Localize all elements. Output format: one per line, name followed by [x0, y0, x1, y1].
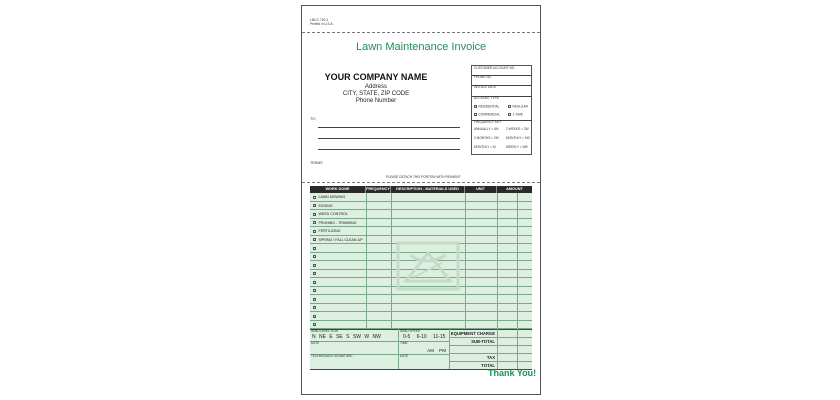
- table-row[interactable]: [310, 304, 532, 313]
- direction-option[interactable]: S: [346, 334, 350, 340]
- account-box: [471, 65, 532, 155]
- speed-6-10[interactable]: 6-10: [416, 334, 427, 340]
- invoice-title: Lawn Maintenance Invoice: [356, 41, 487, 53]
- totals-row-line: [449, 337, 532, 338]
- pm-option[interactable]: PM: [439, 348, 447, 353]
- checkbox-icon[interactable]: [313, 247, 316, 250]
- work-table: [310, 186, 532, 373]
- work-item[interactable]: [313, 202, 333, 211]
- wind-direction-options: [312, 334, 384, 340]
- freq-annually: ANNUALLY = AN: [474, 127, 499, 131]
- account-type-label: ACCOUNT TYPE: [474, 96, 499, 100]
- col-header-work-done: WORK DONE: [310, 186, 366, 193]
- table-row[interactable]: [310, 312, 532, 321]
- bottom-col-line: [398, 329, 399, 369]
- totals-label: SUB-TOTAL: [471, 339, 495, 344]
- checkbox-icon[interactable]: [313, 255, 316, 258]
- to-line-3[interactable]: [318, 149, 460, 150]
- checkbox-icon[interactable]: [313, 323, 316, 326]
- direction-option[interactable]: SW: [352, 334, 361, 340]
- frequency-key-label: FREQUENCY KEY: [474, 120, 502, 124]
- to-line-2[interactable]: [318, 138, 460, 139]
- work-item[interactable]: [313, 219, 356, 228]
- checkbox-icon[interactable]: [474, 105, 477, 108]
- col-header-amount: AMOUNT: [497, 186, 532, 193]
- table-row[interactable]: [310, 321, 532, 330]
- speed-0-5[interactable]: 0-5: [403, 334, 411, 340]
- work-item-label: PRUNING - TRIMMING: [318, 220, 357, 225]
- perforation-middle: [302, 182, 540, 183]
- terms-label: TERMS: [310, 161, 323, 165]
- type-residential[interactable]: RESIDENTIAL: [474, 105, 499, 109]
- work-item[interactable]: [313, 295, 318, 304]
- direction-option[interactable]: NW: [372, 334, 381, 340]
- type-one-time[interactable]: 1-TIME: [508, 113, 523, 117]
- table-row[interactable]: [310, 193, 532, 202]
- work-item[interactable]: [313, 287, 318, 296]
- to-line-1[interactable]: [318, 127, 460, 128]
- work-item-label: SPRING / FALL CLEAN-UP: [318, 237, 363, 242]
- thank-you: Thank You!: [488, 368, 537, 378]
- wind-speed-options: [403, 334, 445, 340]
- col-header-description: DESCRIPTION - MATERIALS USED: [391, 186, 465, 193]
- checkbox-icon[interactable]: [313, 196, 316, 199]
- table-row[interactable]: [310, 295, 532, 304]
- col-line: [391, 193, 392, 329]
- freq-2-months: 2 MONTHS = 2M: [474, 136, 499, 140]
- type-commercial[interactable]: COMMERCIAL: [474, 113, 500, 117]
- work-item[interactable]: [313, 193, 345, 202]
- checkbox-icon[interactable]: [313, 281, 316, 284]
- checkbox-icon[interactable]: [313, 315, 316, 318]
- totals-label: TOTAL: [481, 363, 495, 368]
- checkbox-icon[interactable]: [313, 264, 316, 267]
- form-code: LMCC 720-3: [310, 18, 329, 22]
- technician-signature-label: TECHNICIAN'S SIGNATURE: [311, 354, 353, 358]
- checkbox-icon[interactable]: [313, 298, 316, 301]
- totals-col-line: [517, 329, 518, 369]
- freq-monthly: MONTHLY = MO: [506, 136, 531, 140]
- work-item[interactable]: [313, 278, 318, 287]
- col-line: [366, 193, 367, 329]
- am-option[interactable]: AM: [427, 348, 434, 353]
- totals-col-line: [497, 329, 498, 369]
- printed-note: Printed in U.S.A.: [310, 22, 334, 26]
- totals-row-line: [449, 353, 532, 354]
- direction-option[interactable]: SE: [336, 334, 343, 340]
- work-item[interactable]: [313, 253, 318, 262]
- bottom-section: [310, 329, 532, 369]
- col-line-cents: [517, 193, 518, 329]
- col-line: [497, 193, 498, 329]
- wind-speed-label: WIND SPEED: [400, 329, 421, 333]
- company-name: YOUR COMPANY NAME: [324, 72, 428, 82]
- table-row[interactable]: [310, 227, 532, 236]
- to-label: TO:: [310, 117, 316, 121]
- checkbox-icon[interactable]: [313, 272, 316, 275]
- type-regular[interactable]: REGULAR: [508, 105, 528, 109]
- checkbox-icon[interactable]: [313, 221, 316, 224]
- direction-option[interactable]: NE: [319, 334, 326, 340]
- item-grid: [310, 193, 532, 329]
- totals-row-line: [449, 345, 532, 346]
- speed-11-15[interactable]: 11-15: [433, 334, 446, 340]
- direction-option[interactable]: E: [329, 334, 333, 340]
- totals-row-line: [449, 361, 532, 362]
- direction-option[interactable]: W: [364, 334, 370, 340]
- invoice-date-label: INVOICE DATE: [474, 85, 497, 89]
- checkbox-icon[interactable]: [474, 113, 477, 116]
- bottom-divider: [310, 329, 532, 330]
- work-item[interactable]: [313, 312, 318, 321]
- totals-label: EQUIPMENT CHARGE: [450, 331, 495, 336]
- freq-weekly: WEEKLY = WK: [506, 145, 528, 149]
- time-label: TIME: [400, 341, 408, 345]
- table-row[interactable]: [310, 202, 532, 211]
- col-line: [465, 193, 466, 329]
- wind-direction-label: WIND DIRECTION: [311, 329, 338, 333]
- freq-2-weeks: 2 WEEKS = 2W: [506, 127, 529, 131]
- work-item[interactable]: [313, 261, 318, 270]
- work-item[interactable]: [313, 210, 348, 219]
- checkbox-icon[interactable]: [313, 238, 316, 241]
- work-item-label: WEED CONTROL: [318, 212, 348, 216]
- totals-label: TAX: [486, 355, 495, 360]
- checkbox-icon[interactable]: [508, 105, 511, 108]
- work-item-label: LAWN MOWING: [318, 195, 346, 199]
- work-item-label: EDGING: [318, 203, 333, 208]
- work-item-label: FERTILIZING: [318, 229, 341, 233]
- tear-note: PLEASE DETACH THIS PORTION WITH PAYMENT: [386, 175, 461, 179]
- freq-monthly-m: MONTHLY = M: [474, 145, 496, 149]
- checkbox-icon[interactable]: [313, 204, 316, 207]
- col-header-frequency: FREQUENCY: [366, 187, 390, 191]
- checkbox-icon[interactable]: [313, 289, 316, 292]
- checkbox-icon[interactable]: [313, 213, 316, 216]
- checkbox-icon[interactable]: [313, 306, 316, 309]
- date-label: DATE: [311, 341, 320, 345]
- phone-no-label: PHONE NO.: [474, 75, 492, 79]
- company-city: CITY, STATE, ZIP CODE: [342, 91, 410, 97]
- company-address: Address: [364, 84, 387, 90]
- work-item[interactable]: [313, 321, 318, 330]
- work-item[interactable]: [313, 236, 363, 245]
- work-item[interactable]: [313, 227, 340, 236]
- checkbox-icon[interactable]: [508, 113, 511, 116]
- checkbox-icon[interactable]: [313, 230, 316, 233]
- invoice-sheet: [301, 5, 541, 395]
- date2-label: DATE: [400, 354, 409, 358]
- work-item[interactable]: [313, 270, 318, 279]
- direction-option[interactable]: N: [312, 334, 316, 340]
- col-header-unit: UNIT: [465, 186, 497, 193]
- perforation-top: [302, 32, 540, 33]
- table-row[interactable]: [310, 219, 532, 228]
- company-phone: Phone Number: [355, 98, 397, 104]
- am-pm-options: [427, 348, 446, 353]
- customer-account-label: CUSTOMER ACCOUNT NO.: [474, 66, 516, 70]
- table-row[interactable]: [310, 210, 532, 219]
- leaf-watermark-icon: [396, 241, 460, 291]
- work-item[interactable]: [313, 244, 318, 253]
- work-item[interactable]: [313, 304, 318, 313]
- bottom-row-line: [310, 341, 449, 342]
